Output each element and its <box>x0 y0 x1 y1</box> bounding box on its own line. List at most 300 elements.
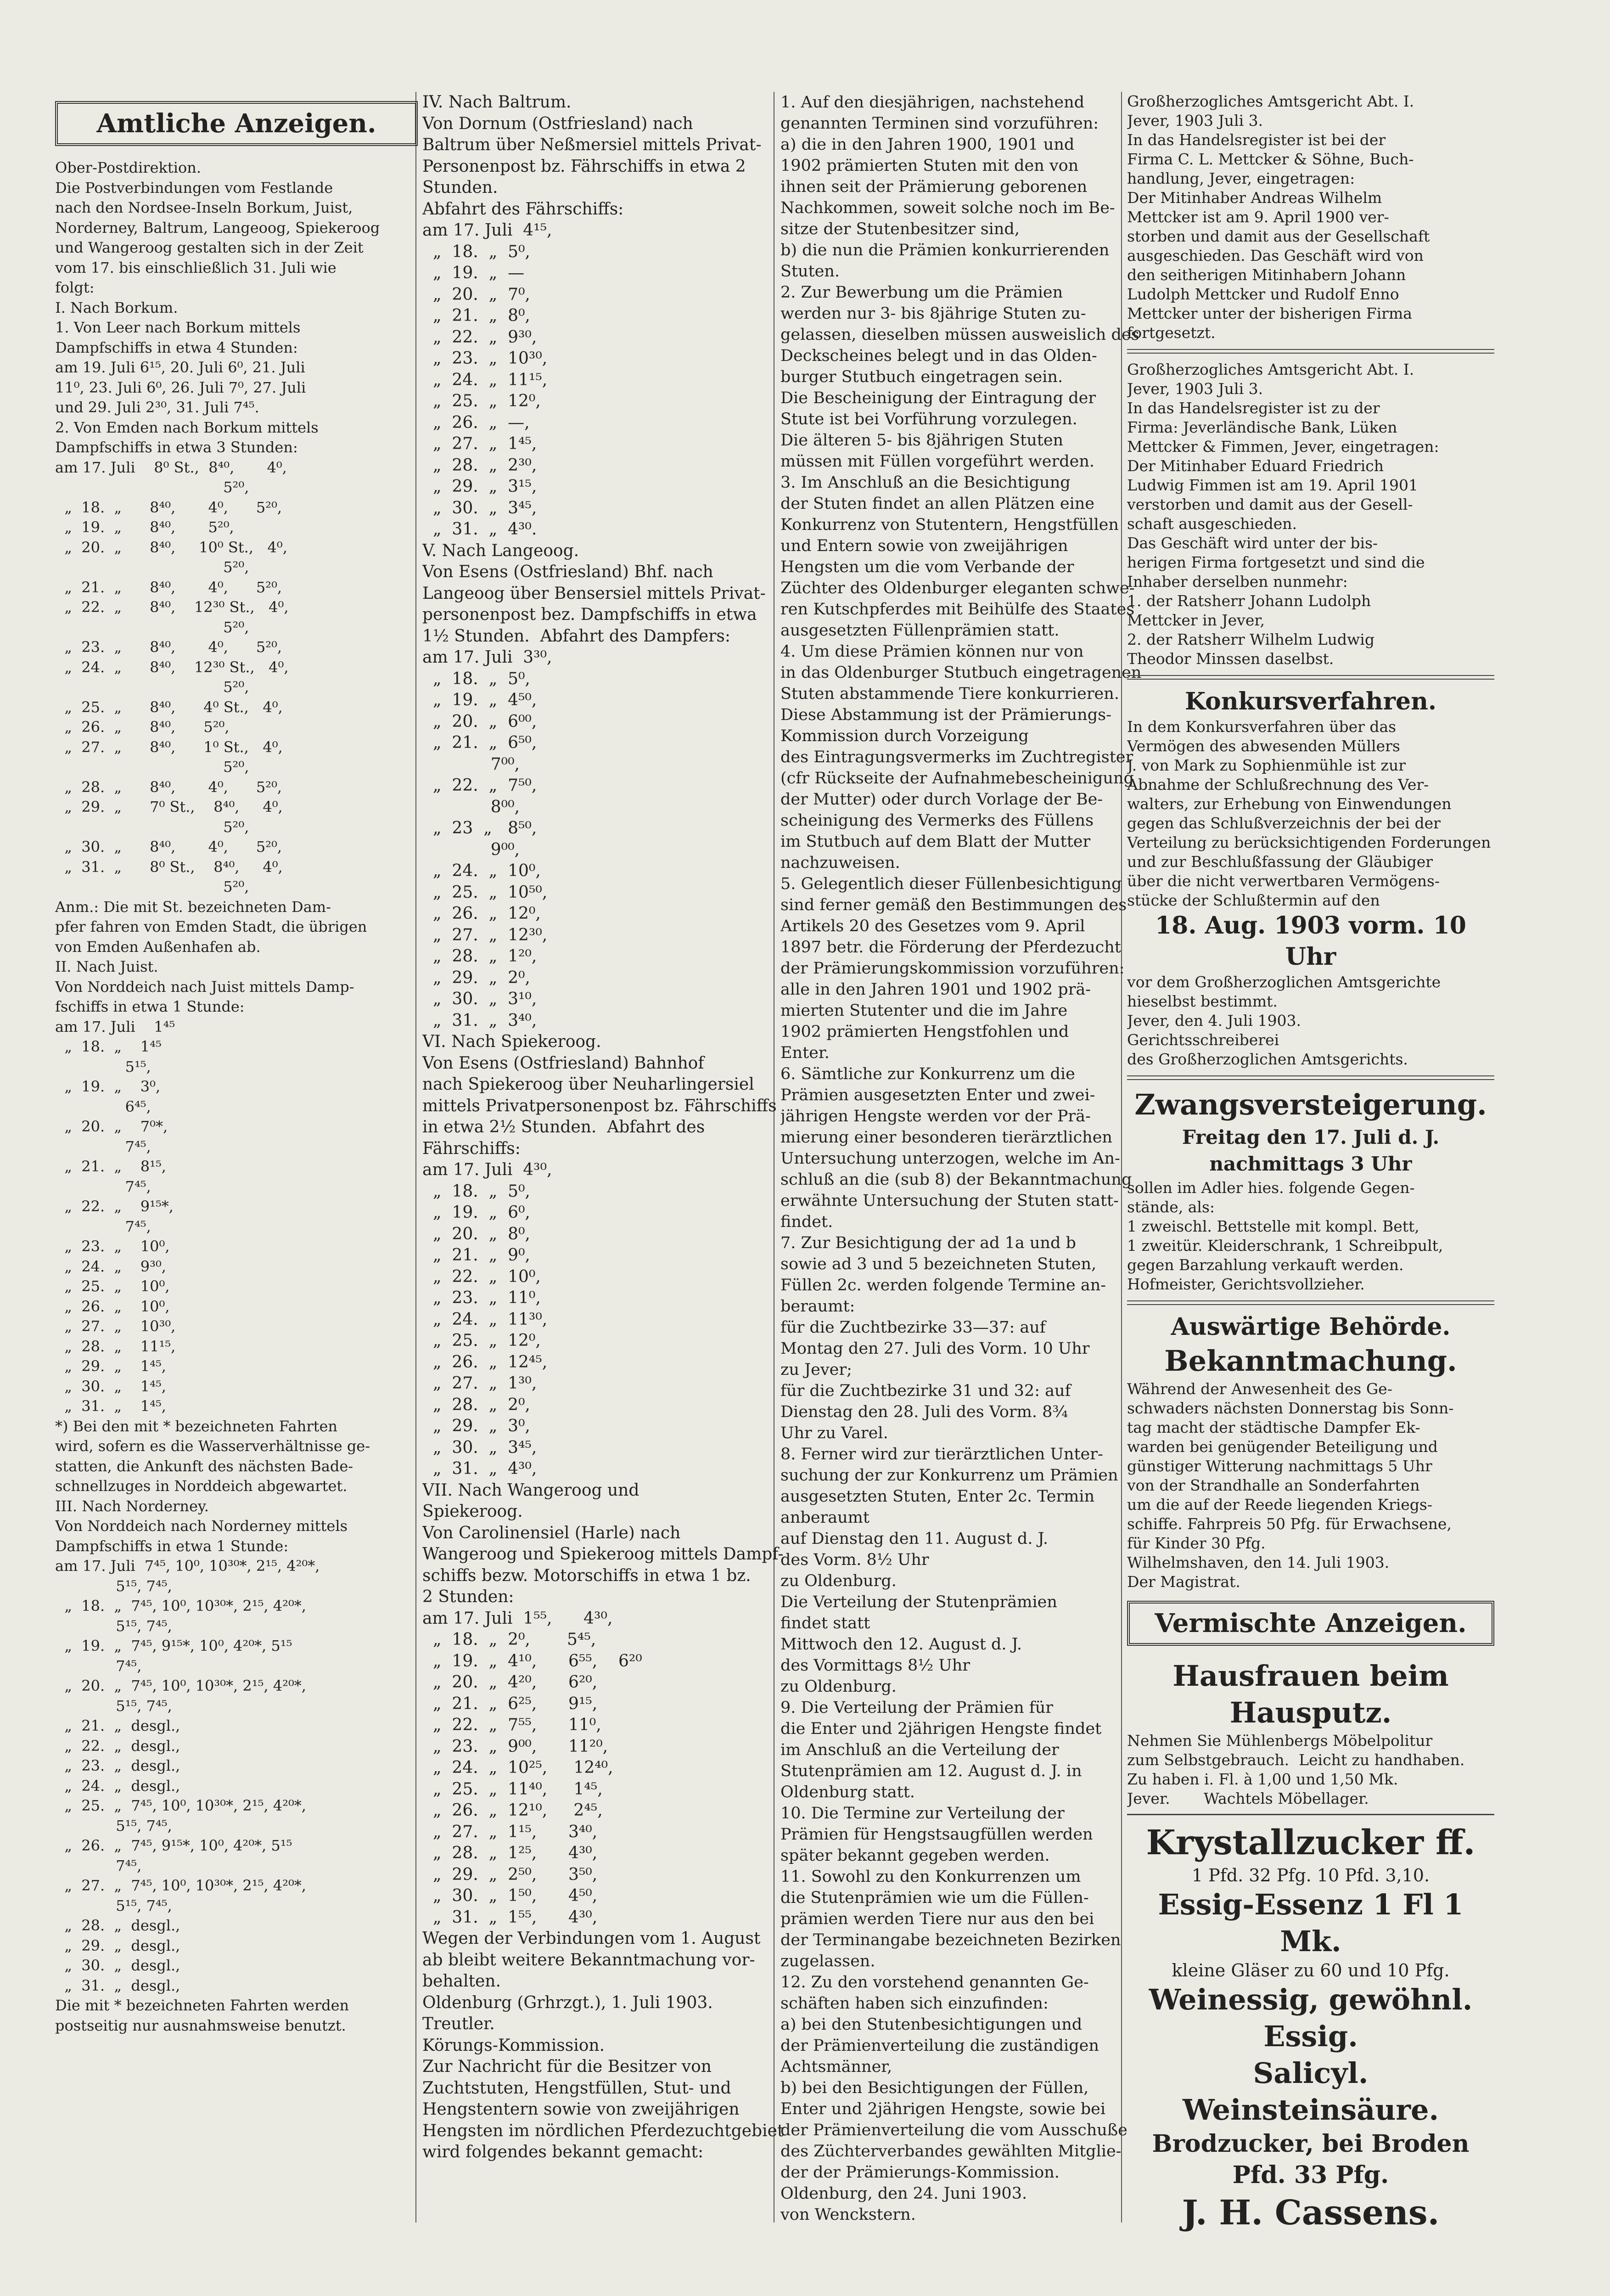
text-line: 9. Die Verteilung der Prämien für <box>780 1699 1054 1717</box>
column-3 <box>780 92 1143 2225</box>
text-line: „ 20. „ 8⁴⁰, 10⁰ St., 4⁰, <box>55 538 287 556</box>
text-line: 1. Von Leer nach Borkum mittels <box>55 319 301 336</box>
text-line: für Kinder 30 Pfg. <box>1127 1534 1266 1552</box>
text-line: 5²⁰, <box>55 818 249 836</box>
text-line: Das Geschäft wird unter der bis- <box>1127 534 1378 552</box>
divider <box>1127 1814 1494 1815</box>
text-line: Der Mitinhaber Eduard Friedrich <box>1127 457 1384 475</box>
text-line: Ludwig Fimmen ist am 19. April 1901 <box>1127 476 1418 494</box>
text-line: „ 28. „ 2⁰, <box>422 1395 530 1414</box>
text-line: 5¹⁵, <box>55 1058 151 1075</box>
text-line: Stute ist bei Vorführung vorzulegen. <box>780 410 1077 428</box>
text-line: „ 28. „ 1²⁰, <box>422 947 537 966</box>
divider <box>1127 675 1494 680</box>
text-line: Uhr zu Varel. <box>780 1424 888 1442</box>
text-line: 7⁴⁵, <box>55 1177 151 1195</box>
text-line: des Züchterverbandes gewählten Mitglie- <box>780 2142 1122 2161</box>
text-line: den seitherigen Mitinhabern Johann <box>1127 266 1406 284</box>
text-line: Stunden. <box>422 178 498 197</box>
text-line: „ 24. „ 8⁴⁰, 12³⁰ St., 4⁰, <box>55 658 289 676</box>
text-line: 6⁴⁵, <box>55 1097 151 1115</box>
text-line: und Wangeroog gestalten sich in der Zeit <box>55 239 364 256</box>
text-line: „ 20. „ 7⁴⁵, 10⁰, 10³⁰*, 2¹⁵, 4²⁰*, <box>55 1677 306 1694</box>
text-line: 5¹⁵, 7⁴⁵, <box>55 1817 172 1835</box>
text-line: Abfahrt des Fährschiffs: <box>422 199 624 219</box>
text-line: und 29. Juli 2³⁰, 31. Juli 7⁴⁵. <box>55 399 259 416</box>
text-line: „ 29. „ 7⁰ St., 8⁴⁰, 4⁰, <box>55 798 283 816</box>
text-line: 11. Sowohl zu den Konkurrenzen um <box>780 1868 1081 1886</box>
text-line: Enter. <box>780 1044 830 1062</box>
text-line: 8. Ferner wird zur tierärztlichen Unter- <box>780 1445 1103 1463</box>
text-line: „ 31. „ 8⁰ St., 8⁴⁰, 4⁰, <box>55 858 283 876</box>
text-line: 12. Zu den vorstehend genannten Ge- <box>780 1973 1089 1992</box>
text-line: scheinigung des Vermerks des Füllens <box>780 811 1094 830</box>
text-line: 1. Auf den diesjährigen, nachstehend <box>780 93 1085 112</box>
text-line: „ 24. „ 10²⁵, 12⁴⁰, <box>422 1758 613 1777</box>
text-line: „ 19. „ 4¹⁰, 6⁵⁵, 6²⁰ <box>422 1651 642 1671</box>
text-line: „ 18. „ 5⁰, <box>422 669 530 688</box>
text-line: „ 28. „ 1²⁵, 4³⁰, <box>422 1844 598 1863</box>
text-line: am 17. Juli 7⁴⁵, 10⁰, 10³⁰*, 2¹⁵, 4²⁰*, <box>55 1557 320 1575</box>
text-line: „ 19. „ 6⁰, <box>422 1203 530 1222</box>
text-line: stände, als: <box>1127 1198 1215 1216</box>
text-line: 1. der Ratsherr Johann Ludolph <box>1127 592 1371 610</box>
text-line: zu Oldenburg. <box>780 1677 897 1696</box>
text-line: Die Bescheinigung der Eintragung der <box>780 389 1096 407</box>
text-line: 5²⁰, <box>55 478 249 496</box>
text-line: Oldenburg statt. <box>780 1783 915 1801</box>
text-line: J. von Mark zu Sophienmühle ist zur <box>1127 756 1406 774</box>
text-line: Norderney, Baltrum, Langeoog, Spiekeroog <box>55 219 380 236</box>
text-line: „ 26. „ 8⁴⁰, 5²⁰, <box>55 718 230 736</box>
text-line: 2. der Ratsherr Wilhelm Ludwig <box>1127 630 1374 648</box>
text-line: Mettcker in Jever, <box>1127 611 1265 629</box>
text-line: „ 25. „ 10⁰, <box>55 1277 170 1295</box>
text-line: 7⁴⁵, <box>55 1857 142 1874</box>
text-line: „ 26. „ 12¹⁰, 2⁴⁵, <box>422 1801 603 1820</box>
text-line: 1 zweitür. Kleiderschrank, 1 Schreibpult, <box>1127 1237 1443 1255</box>
text-line: in das Oldenburger Stutbuch eingetragenen <box>780 664 1142 682</box>
text-line: hieselbst bestimmt. <box>1127 992 1278 1010</box>
text-line: „ 27. „ 10³⁰, <box>55 1317 176 1335</box>
text-line: am 17. Juli 8⁰ St., 8⁴⁰, 4⁰, <box>55 458 287 476</box>
text-line: schnellzuges in Norddeich abgewartet. <box>55 1477 348 1495</box>
text-line: ausgesetzten Füllenprämien statt. <box>780 621 1060 640</box>
text-line: herigen Firma fortgesetzt und sind die <box>1127 553 1425 571</box>
text-line: 7. Zur Besichtigung der ad 1a und b <box>780 1234 1076 1252</box>
text-line: „ 20. „ 8⁰, <box>422 1224 530 1244</box>
text-line: „ 21. „ 8⁴⁰, 4⁰, 5²⁰, <box>55 578 282 596</box>
text-line: IV. Nach Baltrum. <box>422 93 572 112</box>
text-line: 5²⁰, <box>55 558 249 576</box>
text-line: Der Magistrat. <box>1127 1573 1240 1591</box>
text-line: sollen im Adler hies. folgende Gegen- <box>1127 1179 1415 1197</box>
text-line: „ 29. „ desgl., <box>55 1936 180 1954</box>
text-line: VI. Nach Spiekeroog. <box>422 1032 601 1051</box>
text-line: Enter und 2jährigen Hengste, sowie bei <box>780 2100 1106 2118</box>
text-line: „ 19. „ — <box>422 264 525 282</box>
text-line: 3. Im Anschluß an die Besichtigung <box>780 473 1071 492</box>
text-line: folgt: <box>55 279 95 296</box>
text-line: zu Jever; <box>780 1361 852 1379</box>
text-line: handlung, Jever, eingetragen: <box>1127 169 1355 187</box>
text-line: 1½ Stunden. Abfahrt des Dampfers: <box>422 626 730 646</box>
text-line: „ 29. „ 2⁵⁰, 3⁵⁰, <box>422 1865 598 1884</box>
text-line: verstorben und damit aus der Gesell- <box>1127 495 1413 513</box>
text-line: werden nur 3- bis 8jährige Stuten zu- <box>780 304 1086 323</box>
text-line: 5¹⁵, 7⁴⁵, <box>55 1617 172 1635</box>
divider <box>1127 1075 1494 1080</box>
text-line: Ludolph Mettcker und Rudolf Enno <box>1127 285 1399 303</box>
text-line: (cfr Rückseite der Aufnahmebescheinigung <box>780 769 1134 788</box>
text-line: 9⁰⁰, <box>422 840 520 859</box>
text-line: Inhaber derselben nunmehr: <box>1127 573 1348 591</box>
text-line: Anm.: Die mit St. bezeichneten Dam- <box>55 898 331 916</box>
text-line: Zu haben i. Fl. à 1,00 und 1,50 Mk. <box>1127 1770 1398 1788</box>
krystallzucker-price: 1 Pfd. 32 Pfg. 10 Pfd. 3,10. <box>1191 1865 1430 1885</box>
text-line: 2. Von Emden nach Borkum mittels <box>55 418 319 436</box>
text-line: des Großherzoglichen Amtsgerichts. <box>1127 1050 1408 1068</box>
text-line: walters, zur Erhebung von Einwendungen <box>1127 795 1452 813</box>
text-line: der Stuten findet an allen Plätzen eine <box>780 495 1095 513</box>
text-line: 8⁰⁰, <box>422 797 520 816</box>
text-line: schluß an die (sub 8) der Bekanntmachung <box>780 1171 1132 1189</box>
text-line: „ 30. „ 1⁴⁵, <box>55 1377 166 1395</box>
text-line: „ 26. „ 12⁰, <box>422 904 541 923</box>
text-line: Firma C. L. Mettcker & Söhne, Buch- <box>1127 150 1414 168</box>
text-line: „ 22. „ 7⁵⁵, 11⁰, <box>422 1716 601 1734</box>
text-line: und Entern sowie von zweijährigen <box>780 537 1068 555</box>
text-line: „ 18. „ 2⁰, 5⁴⁵, <box>422 1630 596 1649</box>
text-line: Baltrum über Neßmersiel mittels Privat- <box>422 135 762 154</box>
text-line: Abnahme der Schlußrechnung des Ver- <box>1127 776 1429 793</box>
text-line: „ 29. „ 1⁴⁵, <box>55 1357 166 1375</box>
text-line: „ 31. „ 4³⁰. <box>422 520 537 539</box>
text-line: „ 30. „ 1⁵⁰, 4⁵⁰, <box>422 1886 598 1905</box>
text-line: „ 22. „ 8⁴⁰, 12³⁰ St., 4⁰, <box>55 598 289 616</box>
text-line: für die Zuchtbezirke 33—37: auf <box>780 1318 1046 1337</box>
text-line: fortgesetzt. <box>1127 324 1216 342</box>
text-line: mierten Stutenter und die im Jahre <box>780 1002 1068 1020</box>
text-line: jährigen Hengste werden vor der Prä- <box>780 1107 1091 1125</box>
text-line: schwaders nächsten Donnerstag bis Sonn- <box>1127 1399 1454 1417</box>
text-line: „ 21. „ 9⁰, <box>422 1246 530 1265</box>
text-line: Während der Anwesenheit des Ge- <box>1127 1380 1392 1398</box>
text-line: „ 27. „ 1⁴⁵, <box>422 434 537 453</box>
text-line: „ 25. „ 11⁴⁰, 1⁴⁵, <box>422 1779 603 1799</box>
text-line: Personenpost bz. Fährschiffs in etwa 2 <box>422 157 746 176</box>
text-line: von der Strandhalle an Sonderfahrten <box>1127 1476 1420 1494</box>
text-line: Dienstag den 28. Juli des Vorm. 8¾ <box>780 1403 1068 1421</box>
text-line: Wegen der Verbindungen vom 1. August <box>422 1929 761 1948</box>
notice-handelsregister-2 <box>1127 360 1494 669</box>
text-line: erwähnte Untersuchung der Stuten statt- <box>780 1192 1119 1210</box>
konkurs-title: Konkursverfahren. <box>1184 687 1436 715</box>
text-line: beraumt: <box>780 1297 855 1316</box>
text-line: Vermögen des abwesenden Müllers <box>1127 737 1400 755</box>
konkurs-text-2 <box>1127 973 1494 1069</box>
newspaper-page <box>41 73 1491 2296</box>
text-line: 5¹⁵, 7⁴⁵, <box>55 1697 172 1715</box>
text-line: Mettcker unter der bisherigen Firma <box>1127 304 1412 322</box>
text-line: Nehmen Sie Mühlenbergs Möbelpolitur <box>1127 1732 1433 1750</box>
text-line: „ 26. „ 7⁴⁵, 9¹⁵*, 10⁰, 4²⁰*, 5¹⁵ <box>55 1837 292 1854</box>
column-2-text <box>422 92 785 2163</box>
text-line: im Stutbuch auf dem Blatt der Mutter <box>780 833 1091 851</box>
text-line: ab bleibt weitere Bekanntmachung vor- <box>422 1950 755 1970</box>
text-line: der Terminangabe bezeichneten Bezirken <box>780 1931 1121 1949</box>
text-line: gelassen, dieselben müssen ausweislich des <box>780 326 1139 344</box>
text-line: „ 24. „ desgl., <box>55 1777 180 1795</box>
column-3-text <box>780 92 1143 2225</box>
text-line: „ 26. „ 10⁰, <box>55 1297 170 1315</box>
text-line: „ 19. „ 4⁵⁰, <box>422 691 537 709</box>
text-line: des Vorm. 8½ Uhr <box>780 1551 929 1569</box>
text-line: am 19. Juli 6¹⁵, 20. Juli 6⁰, 21. Juli <box>55 359 305 376</box>
text-line: Großherzogliches Amtsgericht Abt. I. <box>1127 360 1414 378</box>
text-line: Dampfschiffs in etwa 3 Stunden: <box>55 439 298 456</box>
text-line: um die auf der Reede liegenden Kriegs- <box>1127 1496 1432 1514</box>
text-line: Von Norddeich nach Juist mittels Damp- <box>55 978 354 996</box>
text-line: der Prämienverteilung die zuständigen <box>780 2037 1099 2055</box>
text-line: „ 28. „ 2³⁰, <box>422 456 537 475</box>
text-line: Konkurrenz von Stutentern, Hengstfüllen <box>780 516 1119 534</box>
text-line: sitze der Stutenbesitzer sind, <box>780 220 1020 238</box>
text-line: „ 27. „ 8⁴⁰, 1⁰ St., 4⁰, <box>55 738 283 756</box>
text-line: und zur Beschlußfassung der Gläubiger <box>1127 853 1433 871</box>
text-line: Mettcker ist am 9. April 1900 ver- <box>1127 208 1389 226</box>
text-line: ausgeschieden. Das Geschäft wird von <box>1127 247 1424 264</box>
bekanntmachung-text <box>1127 1379 1494 1592</box>
text-line: „ 20. „ 4²⁰, 6²⁰, <box>422 1673 598 1692</box>
text-line: Dampfschiffs in etwa 4 Stunden: <box>55 338 298 356</box>
text-line: „ 24. „ 10⁰, <box>422 861 541 880</box>
text-line: I. Nach Borkum. <box>55 298 178 316</box>
text-line: „ 24. „ 9³⁰, <box>55 1257 166 1275</box>
text-line: Zuchtstuten, Hengstfüllen, Stut- und <box>422 2078 731 2098</box>
text-line: findet. <box>780 1213 833 1231</box>
text-line: Oldenburg (Grhrzgt.), 1. Juli 1903. <box>422 1993 713 2012</box>
text-line: „ 31. „ 1⁵⁵, 4³⁰, <box>422 1908 598 1927</box>
text-line: Hengstentern sowie von zweijährigen <box>422 2100 740 2119</box>
bekanntmachung-title: Bekanntmachung. <box>1164 1344 1457 1378</box>
text-line: In das Handelsregister ist zu der <box>1127 399 1380 417</box>
text-line: 10. Die Termine zur Verteilung der <box>780 1804 1065 1823</box>
text-line: Von Dornum (Ostfriesland) nach <box>422 114 693 133</box>
text-line: „ 30. „ 3⁴⁵, <box>422 1438 537 1457</box>
text-line: „ 23. „ 9⁰⁰, 11²⁰, <box>422 1737 608 1756</box>
text-line: am 17. Juli 3³⁰, <box>422 648 552 667</box>
text-line: 5¹⁵, 7⁴⁵, <box>55 1896 172 1914</box>
text-line: schiffe. Fahrpreis 50 Pfg. für Erwachsene, <box>1127 1515 1452 1533</box>
text-line: Jever, 1903 Juli 3. <box>1127 380 1263 398</box>
text-line: des Eintragungsvermerks im Zuchtregister <box>780 748 1133 766</box>
essig-price: kleine Gläser zu 60 und 10 Pfg. <box>1172 1960 1450 1981</box>
firm-name: J. H. Cassens. <box>1182 2193 1440 2233</box>
text-line: nach den Nordsee-Inseln Borkum, Juist, <box>55 199 353 216</box>
text-line: Die Verteilung der Stutenprämien <box>780 1593 1057 1611</box>
text-line: schiffs bezw. Motorschiffs in etwa 1 bz. <box>422 1566 751 1585</box>
text-line: gegen das Schlußverzeichnis der bei der <box>1127 814 1441 832</box>
column-1 <box>55 92 418 2036</box>
text-line: 1902 prämierten Hengstfohlen und <box>780 1023 1069 1041</box>
text-line: 5. Gelegentlich dieser Füllenbesichtigung <box>780 875 1122 893</box>
text-line: prämien werden Tiere nur aus den bei <box>780 1910 1094 1928</box>
text-line: Stuten. <box>780 262 840 281</box>
text-line: „ 30. „ 8⁴⁰, 4⁰, 5²⁰, <box>55 838 282 855</box>
vermischte-title: Vermischte Anzeigen. <box>1127 1601 1494 1646</box>
text-line: „ 24. „ 11¹⁵, <box>422 370 548 389</box>
weinsteinsaeure-title: Weinsteinsäure. <box>1182 2093 1439 2127</box>
text-line: pfer fahren von Emden Stadt, die übrigen <box>55 918 367 935</box>
text-line: günstiger Witterung nachmittags 5 Uhr <box>1127 1457 1432 1475</box>
text-line: Mettcker & Fimmen, Jever, eingetragen: <box>1127 438 1439 456</box>
text-line: „ 22. „ 9¹⁵*, <box>55 1198 174 1215</box>
text-line: Gerichtsschreiberei <box>1127 1031 1279 1049</box>
text-line: gegen Barzahlung verkauft werden. <box>1127 1256 1404 1274</box>
text-line: für die Zuchtbezirke 31 und 32: auf <box>780 1382 1071 1400</box>
text-line: alle in den Jahren 1901 und 1902 prä- <box>780 980 1091 999</box>
text-line: findet statt <box>780 1614 870 1632</box>
text-line: „ 18. „ 5⁰, <box>422 242 530 261</box>
salicyl-title: Salicyl. <box>1253 2056 1369 2090</box>
text-line: mittels Privatpersonenpost bz. Fährschiffs <box>422 1096 777 1115</box>
text-line: Wilhelmshaven, den 14. Juli 1903. <box>1127 1553 1390 1571</box>
text-line: 5²⁰, <box>55 758 249 776</box>
text-line: Die älteren 5- bis 8jährigen Stuten <box>780 431 1064 450</box>
text-line: personenpost bez. Dampfschiffs in etwa <box>422 605 757 624</box>
text-line: „ 29. „ 3⁰, <box>422 1417 530 1435</box>
text-line: „ 19. „ 3⁰, <box>55 1078 161 1095</box>
text-line: a) die in den Jahren 1900, 1901 und <box>780 135 1075 154</box>
text-line: burger Stutbuch eingetragen sein. <box>780 368 1063 386</box>
text-line: „ 20. „ 7⁰, <box>422 285 530 304</box>
text-line: sind ferner gemäß den Bestimmungen des <box>780 896 1127 914</box>
text-line: warden bei genügender Beteiligung und <box>1127 1438 1438 1456</box>
text-line: „ 23. „ 10⁰, <box>55 1238 170 1255</box>
text-line: „ 18. „ 8⁴⁰, 4⁰, 5²⁰, <box>55 498 282 516</box>
text-line: postseitig nur ausnahmsweise benutzt. <box>55 2016 346 2034</box>
text-line: der Prämienverteilung die vom Ausschuße <box>780 2121 1128 2139</box>
text-line: Montag den 27. Juli des Vorm. 10 Uhr <box>780 1339 1090 1358</box>
text-line: statten, die Ankunft des nächsten Bade- <box>55 1457 353 1475</box>
text-line: „ 22. „ 7⁵⁰, <box>422 776 537 795</box>
text-line: behalten. <box>422 1972 501 1991</box>
text-line: Wangeroog und Spiekeroog mittels Dampf- <box>422 1545 784 1564</box>
text-line: „ 21. „ 8⁰, <box>422 306 530 325</box>
text-line: „ 25. „ 12⁰, <box>422 392 541 411</box>
text-line: Hengsten im nördlichen Pferdezuchtgebiet <box>422 2121 784 2140</box>
text-line: Von Esens (Ostfriesland) Bahnhof <box>422 1053 704 1073</box>
text-line: Die mit * bezeichneten Fahrten werden <box>55 1997 349 2014</box>
text-line: „ 26. „ 12⁴⁵, <box>422 1352 548 1372</box>
text-line: ausgesetzten Stuten, Enter 2c. Termin <box>780 1487 1095 1506</box>
text-line: Treutler. <box>422 2015 495 2033</box>
text-line: „ 18. „ 5⁰, <box>422 1182 530 1201</box>
text-line: „ 19. „ 8⁴⁰, 5²⁰, <box>55 518 234 536</box>
text-line: von Emden Außenhafen ab. <box>55 938 261 956</box>
text-line: Prämien für Hengstsaugfüllen werden <box>780 1825 1093 1844</box>
column-2 <box>422 92 785 2163</box>
text-line: Mittwoch den 12. August d. J. <box>780 1635 1022 1654</box>
text-line: in etwa 2½ Stunden. Abfahrt des <box>422 1118 705 1137</box>
text-line: auf Dienstag den 11. August d. J. <box>780 1530 1049 1548</box>
text-line: In das Handelsregister ist bei der <box>1127 131 1386 149</box>
text-line: genannten Terminen sind vorzuführen: <box>780 114 1099 133</box>
essig-title: Essig-Essenz 1 Fl 1 Mk. <box>1158 1888 1464 1958</box>
text-line: über die nicht verwertbaren Vermögens- <box>1127 872 1440 890</box>
text-line: „ 27. „ 7⁴⁵, 10⁰, 10³⁰*, 2¹⁵, 4²⁰*, <box>55 1877 306 1894</box>
text-line: „ 27. „ 1¹⁵, 3⁴⁰, <box>422 1822 598 1841</box>
text-line: „ 28. „ desgl., <box>55 1917 180 1934</box>
text-line: am 17. Juli 4³⁰, <box>422 1160 552 1179</box>
auswaertige-title: Auswärtige Behörde. <box>1171 1313 1451 1341</box>
text-line: Hengsten um die vom Verbande der <box>780 558 1074 576</box>
text-line: „ 31. „ 3⁴⁰, <box>422 1011 537 1030</box>
text-line: von Wenckstern. <box>780 2206 916 2224</box>
text-line: „ 18. „ 7⁴⁵, 10⁰, 10³⁰*, 2¹⁵, 4²⁰*, <box>55 1597 306 1615</box>
text-line: Jever, den 4. Juli 1903. <box>1127 1012 1301 1030</box>
text-line: Artikels 20 des Gesetzes vom 9. April <box>780 917 1085 935</box>
konkurs-date: 18. Aug. 1903 vorm. 10 Uhr <box>1155 912 1466 971</box>
text-line: vom 17. bis einschließlich 31. Juli wie <box>55 259 337 276</box>
text-line: Langeoog über Bensersiel mittels Privat- <box>422 584 766 603</box>
text-line: der Mutter) oder durch Vorlage der Be- <box>780 790 1103 809</box>
text-line: am 17. Juli 1⁴⁵ <box>55 1018 175 1035</box>
text-line: „ 24. „ 11³⁰, <box>422 1310 548 1329</box>
text-line: nach Spiekeroog über Neuharlingersiel <box>422 1075 754 1094</box>
text-line: müssen mit Füllen vorgeführt werden. <box>780 452 1095 471</box>
text-line: 2 Stunden: <box>422 1587 514 1606</box>
krystallzucker-title: Krystallzucker ff. <box>1146 1823 1475 1863</box>
text-line: „ 18. „ 1⁴⁵ <box>55 1038 162 1055</box>
text-line: „ 23. „ 8⁴⁰, 4⁰, 5²⁰, <box>55 638 282 656</box>
divider <box>1127 1300 1494 1305</box>
text-line: Stutenprämien am 12. August d. J. in <box>780 1762 1082 1780</box>
text-line: 1902 prämierten Stuten mit den von <box>780 157 1079 175</box>
text-line: wird folgendes bekannt gemacht: <box>422 2143 704 2161</box>
text-line: zum Selbstgebrauch. Leicht zu handhaben. <box>1127 1751 1465 1769</box>
text-line: die Enter und 2jährigen Hengste findet <box>780 1720 1102 1738</box>
text-line: „ 30. „ 3⁴⁵, <box>422 498 537 518</box>
text-line: Die Postverbindungen vom Festlande <box>55 179 333 197</box>
text-line: des Vormittags 8½ Uhr <box>780 1656 970 1675</box>
text-line: am 17. Juli 1⁵⁵, 4³⁰, <box>422 1609 613 1628</box>
zwang-date: Freitag den 17. Juli d. J. <box>1182 1126 1440 1148</box>
text-line: VII. Nach Wangeroog und <box>422 1480 640 1500</box>
text-line: fschiffs in etwa 1 Stunde: <box>55 998 245 1015</box>
text-line: Theodor Minssen daselbst. <box>1127 650 1334 668</box>
text-line: Großherzogliches Amtsgericht Abt. I. <box>1127 92 1414 110</box>
text-line: Füllen 2c. werden folgende Termine an- <box>780 1276 1106 1294</box>
text-line: „ 29. „ 2⁰, <box>422 968 530 987</box>
text-line: 2. Zur Bewerbung um die Prämien <box>780 283 1063 302</box>
text-line: II. Nach Juist. <box>55 958 158 975</box>
konkurs-text <box>1127 717 1494 910</box>
text-line: Diese Abstammung ist der Prämierungs- <box>780 706 1111 724</box>
text-line: 7⁰⁰, <box>422 754 520 774</box>
text-line: am 17. Juli 4¹⁵, <box>422 221 552 240</box>
hausfrauen-title: Hausfrauen beim Hausputz. <box>1172 1659 1449 1729</box>
text-line: „ 23. „ 10³⁰, <box>422 349 548 368</box>
text-line: *) Bei den mit * bezeichneten Fahrten <box>55 1417 338 1435</box>
text-line: „ 27. „ 12³⁰, <box>422 925 548 945</box>
text-line: „ 22. „ 10⁰, <box>422 1267 541 1286</box>
notice-handelsregister-1 <box>1127 92 1494 343</box>
text-line: der der Prämierungs-Kommission. <box>780 2163 1060 2182</box>
text-line: „ 21. „ desgl., <box>55 1717 180 1734</box>
text-line: Kommission durch Vorzeigung <box>780 727 1029 745</box>
